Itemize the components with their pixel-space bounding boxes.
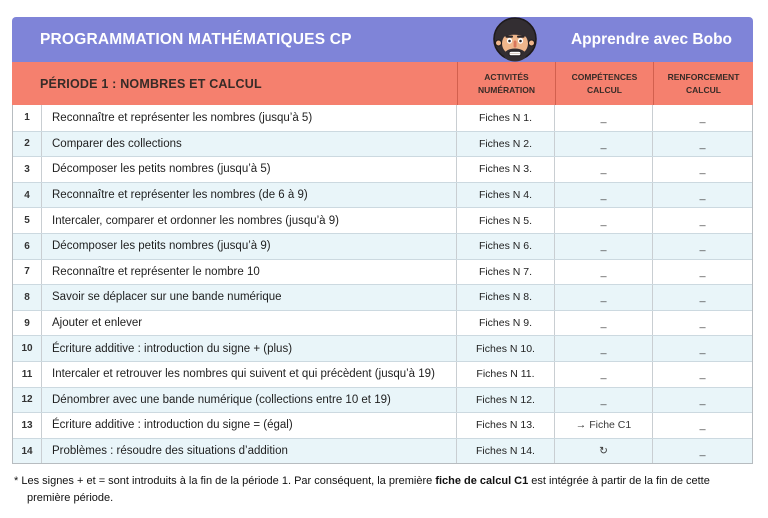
row-number: 2	[24, 138, 30, 150]
row-label: Reconnaître et représenter le nombre 10	[41, 260, 456, 285]
row-label: Ajouter et enlever	[41, 311, 456, 336]
brand-title: Apprendre avec Bobo	[570, 30, 732, 48]
row-number: 6	[24, 240, 30, 252]
row-fiche: Fiches N 4.	[456, 183, 554, 208]
row-renforcement: _	[652, 362, 752, 387]
row-fiche: Fiches N 11.	[456, 362, 554, 387]
row-renforcement: _	[652, 388, 752, 413]
row-fiche: Fiches N 12.	[456, 388, 554, 413]
column-header-competences-calcul: COMPÉTENCES CALCUL	[555, 62, 653, 105]
row-fiche: Fiches N 1.	[456, 105, 554, 131]
table-row	[13, 387, 752, 413]
row-competences: _	[554, 311, 652, 336]
row-label: Écriture additive : introduction du signe + (plus)	[41, 336, 456, 361]
row-renforcement: _	[652, 285, 752, 310]
row-competences: _	[554, 336, 652, 361]
table-row	[13, 284, 752, 310]
row-competences: _	[554, 234, 652, 259]
row-fiche: Fiches N 6.	[456, 234, 554, 259]
table-row	[13, 182, 752, 208]
row-number: 1	[24, 112, 30, 124]
row-competences: _	[554, 105, 652, 131]
row-number: 11	[21, 368, 33, 380]
row-competences: _	[554, 208, 652, 233]
row-number: 5	[24, 215, 30, 227]
table-row	[13, 438, 752, 464]
row-number: 8	[24, 291, 30, 303]
row-fiche: Fiches N 14.	[456, 439, 554, 464]
row-label: Décomposer les petits nombres (jusqu’à 9)	[41, 234, 456, 259]
row-renforcement: _	[652, 336, 752, 361]
row-number: 12	[21, 394, 33, 406]
row-label: Problèmes : résoudre des situations d’addition	[41, 439, 456, 464]
row-fiche: Fiches N 8.	[456, 285, 554, 310]
row-renforcement: _	[652, 439, 752, 464]
section-title: PÉRIODE 1 : NOMBRES ET CALCUL	[40, 76, 262, 91]
row-fiche: Fiches N 2.	[456, 132, 554, 157]
row-competences: → Fiche C1	[554, 413, 652, 438]
row-renforcement: _	[652, 260, 752, 285]
title-bar	[12, 17, 753, 62]
row-number: 10	[21, 343, 33, 355]
row-label: Intercaler et retrouver les nombres qui suivent et qui précèdent (jusqu’à 19)	[41, 362, 456, 387]
row-renforcement: _	[652, 234, 752, 259]
row-number: 3	[24, 163, 30, 175]
table-row	[13, 335, 752, 361]
row-fiche: Fiches N 9.	[456, 311, 554, 336]
footnote-text-end: est intégrée à partir de la fin de cette première période.	[27, 475, 710, 505]
row-fiche: Fiches N 5.	[456, 208, 554, 233]
footnote	[14, 473, 756, 507]
page-title: PROGRAMMATION MATHÉMATIQUES CP	[40, 30, 352, 48]
row-renforcement: _	[652, 105, 752, 131]
programmation-sheet	[12, 17, 753, 464]
row-label: Savoir se déplacer sur une bande numérique	[41, 285, 456, 310]
row-label: Écriture additive : introduction du signe = (égal)	[41, 413, 456, 438]
row-renforcement: _	[652, 311, 752, 336]
row-number: 7	[24, 266, 30, 278]
table-row	[13, 131, 752, 157]
column-header-activites-numeration: ACTIVITÉS NUMÉRATION	[457, 62, 555, 105]
table-row	[13, 233, 752, 259]
row-renforcement: _	[652, 157, 752, 182]
row-label: Intercaler, comparer et ordonner les nombres (jusqu’à 9)	[41, 208, 456, 233]
row-renforcement: _	[652, 413, 752, 438]
row-number: 9	[24, 317, 30, 329]
table-row	[13, 412, 752, 438]
row-fiche: Fiches N 13.	[456, 413, 554, 438]
row-label: Dénombrer avec une bande numérique (collections entre 10 et 19)	[41, 388, 456, 413]
row-renforcement: _	[652, 208, 752, 233]
row-number: 4	[24, 189, 30, 201]
row-number: 14	[21, 445, 33, 457]
table-row	[13, 259, 752, 285]
footnote-bold: fiche de calcul C1	[435, 475, 529, 487]
table-row	[13, 310, 752, 336]
row-competences: _	[554, 362, 652, 387]
row-competences: _	[554, 157, 652, 182]
footnote-text: Les signes + et = sont introduits à la fin de la période 1. Par conséquent, la première	[18, 475, 436, 487]
table-row	[13, 207, 752, 233]
row-fiche: Fiches N 10.	[456, 336, 554, 361]
row-competences: _	[554, 285, 652, 310]
table-header	[12, 62, 753, 105]
row-competences: _	[554, 132, 652, 157]
row-competences: _	[554, 260, 652, 285]
row-label: Comparer des collections	[41, 132, 456, 157]
row-renforcement: _	[652, 183, 752, 208]
bobo-avatar-icon	[490, 15, 540, 65]
table-row	[13, 105, 752, 131]
row-renforcement: _	[652, 132, 752, 157]
row-competences: _	[554, 388, 652, 413]
table-body	[12, 105, 753, 464]
row-fiche: Fiches N 3.	[456, 157, 554, 182]
table-row	[13, 361, 752, 387]
row-fiche: Fiches N 7.	[456, 260, 554, 285]
column-header-renforcement-calcul: RENFORCEMENT CALCUL	[653, 62, 753, 105]
row-competences: _	[554, 183, 652, 208]
footnote-marker: *	[14, 475, 19, 487]
row-competences: ↻	[554, 439, 652, 464]
row-label: Reconnaître et représenter les nombres (jusqu’à 5)	[41, 105, 456, 131]
table-row	[13, 156, 752, 182]
row-label: Reconnaître et représenter les nombres (de 6 à 9)	[41, 183, 456, 208]
row-label: Décomposer les petits nombres (jusqu’à 5)	[41, 157, 456, 182]
row-number: 13	[21, 419, 33, 431]
